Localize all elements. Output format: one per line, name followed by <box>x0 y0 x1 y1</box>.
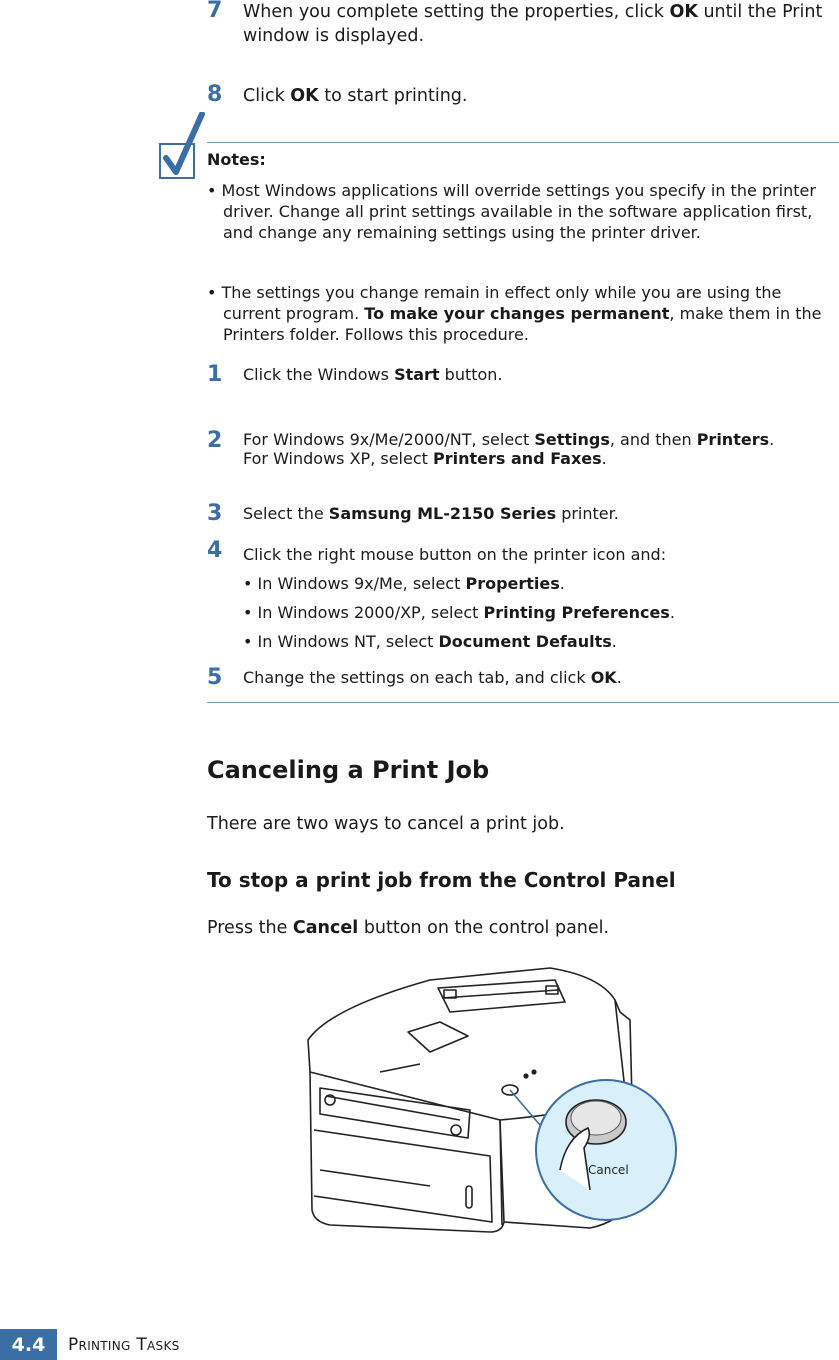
notes-bottom-rule <box>207 702 839 703</box>
section-heading: Canceling a Print Job <box>207 756 490 784</box>
step-text: When you complete setting the properties, click OK until the Print window is displayed. <box>243 2 823 46</box>
step-text: Click OK to start printing. <box>243 86 468 106</box>
step-number: 4 <box>207 538 223 563</box>
note-bullet-2: • The settings you change remain in effect only while you are using the current program. To make your changes permanent, make them in the Printers folder. Follows this procedure. <box>207 283 822 344</box>
step-text: Select the Samsung ML-2150 Series printer. <box>243 504 619 523</box>
page-number: 4.4 <box>0 1329 57 1360</box>
step-number: 1 <box>207 362 223 387</box>
chapter-title: Printing Tasks <box>68 1335 180 1355</box>
subsection-heading: To stop a print job from the Control Panel <box>207 868 676 892</box>
step-text: Change the settings on each tab, and click OK. <box>243 668 622 687</box>
step-text: Click the Windows Start button. <box>243 365 503 384</box>
step-text: Click the right mouse button on the printer icon and: • In Windows 9x/Me, select Properties. • In Windows 2000/XP, select Printing Preferences. • In Windows NT, select Document Defaults. <box>243 545 675 651</box>
cancel-instruction: Press the Cancel button on the control panel. <box>207 918 610 938</box>
step-number: 5 <box>207 665 223 690</box>
step-number: 7 <box>207 0 223 23</box>
notes-top-rule <box>207 142 839 143</box>
step-number: 2 <box>207 428 223 453</box>
notes-title: Notes: <box>207 150 266 169</box>
note-bullet-1: • Most Windows applications will override settings you specify in the printer driver. Change all print settings available in the software application first, and change any remaining settings using the printer driver. <box>207 181 816 242</box>
step-text: For Windows 9x/Me/2000/NT, select Settings, and then Printers. For Windows XP, select Printers and Faxes. <box>243 430 775 468</box>
step-number: 3 <box>207 501 223 526</box>
section-intro: There are two ways to cancel a print job. <box>207 814 565 834</box>
step-number: 8 <box>207 82 223 107</box>
cancel-callout-label: Cancel <box>588 1163 629 1177</box>
printer-illustration <box>290 960 690 1250</box>
checkmark-icon <box>158 112 208 182</box>
